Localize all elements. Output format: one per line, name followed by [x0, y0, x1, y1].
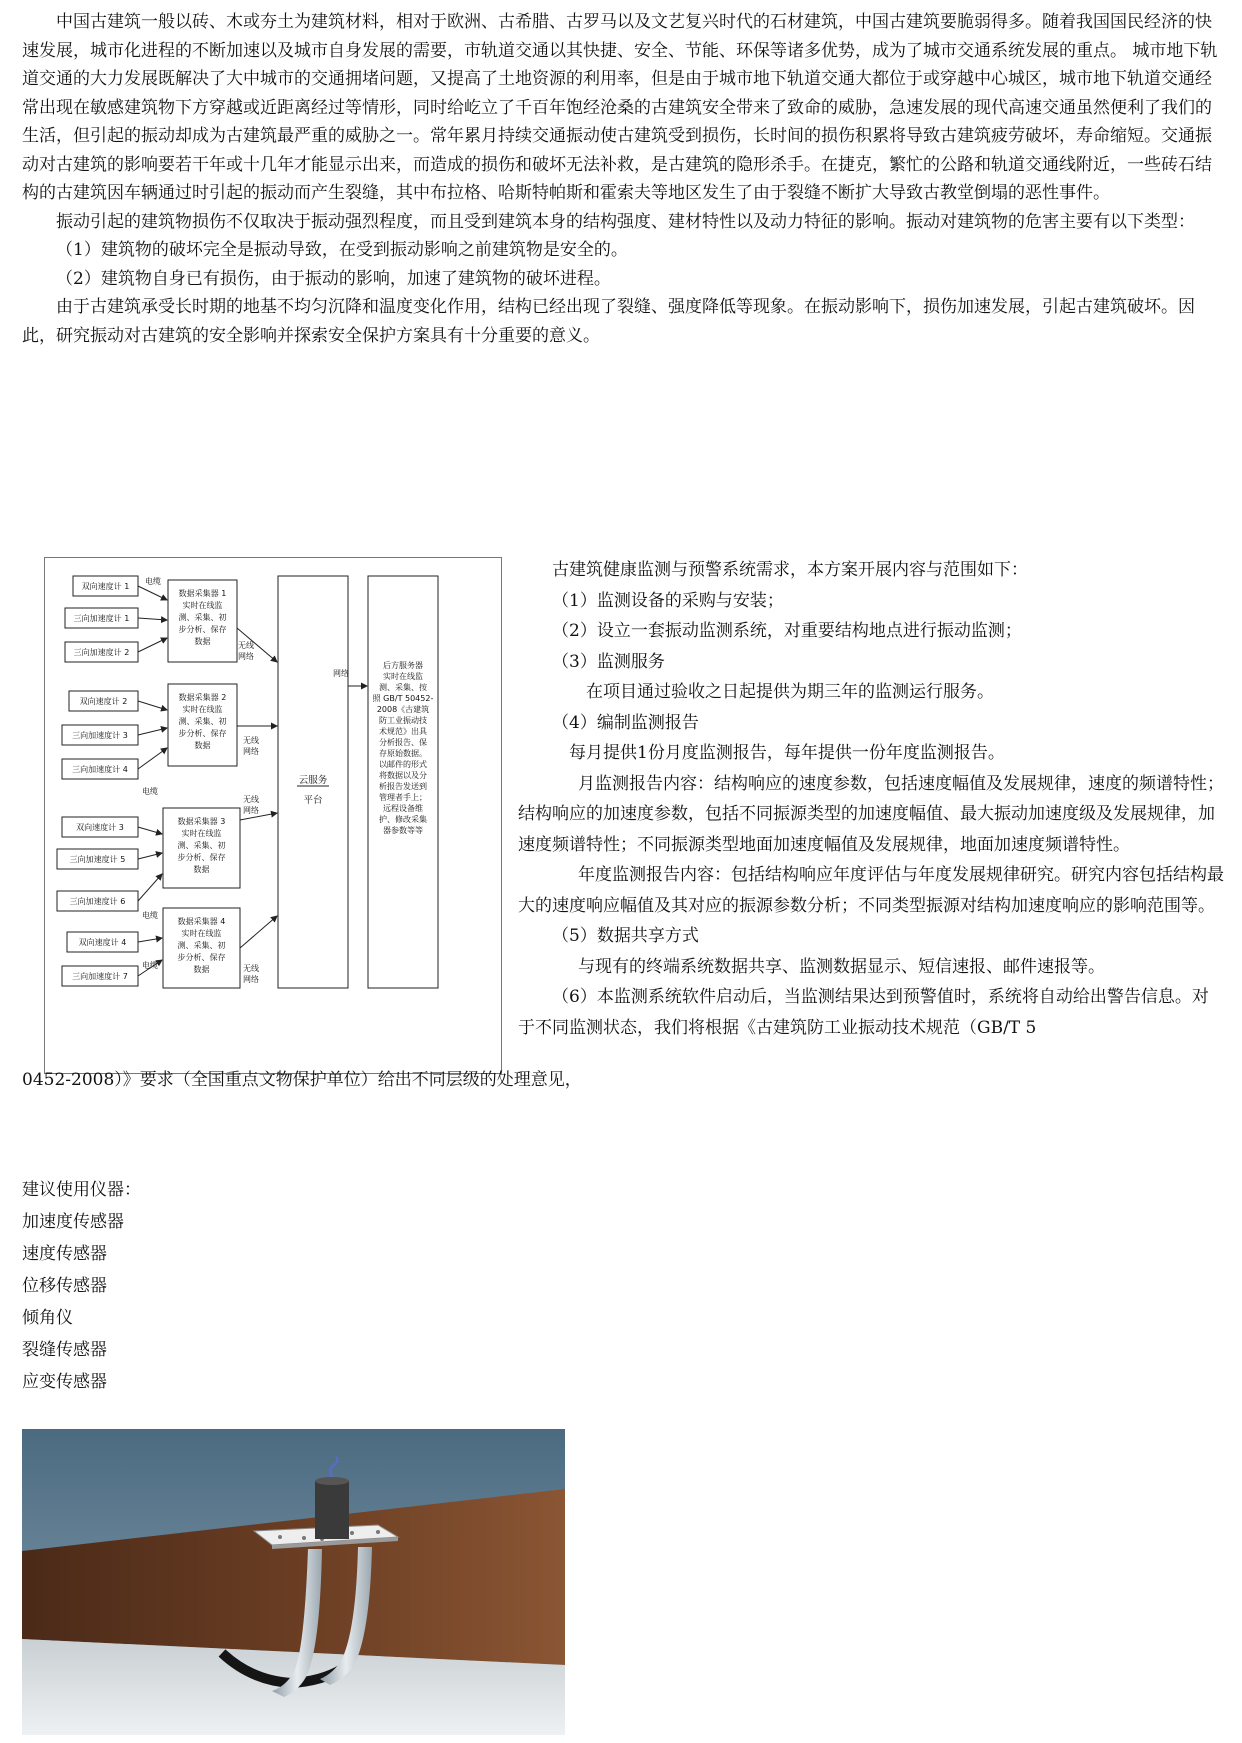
sensor-box — [67, 932, 138, 952]
svg-text:步分析、保存: 步分析、保存 — [177, 853, 226, 862]
monitoring-system-diagram — [44, 557, 502, 1074]
instrument-item: 位移传感器 — [22, 1276, 107, 1296]
svg-text:存原始数据。: 存原始数据。 — [379, 749, 427, 758]
svg-text:测、采集、按: 测、采集、按 — [379, 683, 427, 692]
sensor-installation-render — [22, 1429, 565, 1735]
svg-text:实时在线监: 实时在线监 — [383, 672, 423, 681]
svg-text:术规范》出具: 术规范》出具 — [379, 727, 427, 736]
data-collector-box — [168, 580, 237, 662]
scope-item-3: （3）监测服务 — [552, 651, 665, 672]
monitoring-scope — [518, 555, 1224, 1043]
svg-text:三向加速度计 7: 三向加速度计 7 — [72, 972, 128, 981]
svg-text:数据: 数据 — [193, 965, 210, 974]
sensor-box — [65, 642, 138, 662]
svg-text:实时在线监: 实时在线监 — [182, 705, 223, 714]
svg-text:双向速度计 1: 双向速度计 1 — [81, 582, 130, 591]
svg-text:分析报告、保: 分析报告、保 — [379, 738, 427, 747]
svg-text:三向加速度计 4: 三向加速度计 4 — [72, 765, 128, 774]
svg-text:器参数等等: 器参数等等 — [383, 826, 423, 835]
svg-text:数据: 数据 — [193, 865, 210, 874]
wireless-network-label — [238, 640, 254, 661]
data-collector-box — [163, 808, 240, 888]
svg-text:照 GB/T 50452-: 照 GB/T 50452- — [372, 694, 434, 703]
sensor-box — [65, 608, 138, 628]
cloud-platform-box — [278, 576, 348, 988]
svg-text:数据: 数据 — [194, 637, 211, 646]
instruments-title: 建议使用仪器： — [22, 1180, 141, 1200]
svg-text:护、修改采集: 护、修改采集 — [379, 815, 427, 824]
data-collector-box — [163, 908, 240, 988]
svg-text:析报告发送到: 析报告发送到 — [379, 782, 427, 791]
scope-item-5: （5）数据共享方式 — [552, 926, 699, 946]
svg-text:步分析、保存: 步分析、保存 — [178, 729, 227, 738]
svg-text:双向速度计 3: 双向速度计 3 — [76, 823, 124, 832]
svg-text:网络: 网络 — [238, 652, 254, 661]
svg-text:无线: 无线 — [243, 964, 259, 973]
network-label: 网络 — [333, 669, 349, 678]
svg-text:三向加速度计 6: 三向加速度计 6 — [69, 897, 126, 906]
svg-text:测、采集、初: 测、采集、初 — [177, 841, 226, 850]
sensor-box — [62, 759, 138, 779]
intro-list-item-1: （1）建筑物的破坏完全是振动导致，在受到振动影响之前建筑物是安全的。 — [56, 240, 628, 260]
recommended-instruments — [22, 1174, 141, 1398]
intro-paragraph-2: 振动引起的建筑物损伤不仅取决于振动强烈程度，而且受到建筑本身的结构强度、建材特性以及动力特征的影响。振动对建筑物的危害主要有以下类型： — [56, 211, 1195, 232]
svg-text:实时在线监: 实时在线监 — [181, 929, 222, 938]
monthly-report-content: 月监测报告内容：结构响应的速度参数，包括速度幅值及发展规律，速度的频谱特性；结构响应的加速度参数，包括不同振源类型的加速度幅值、最大振动加速度级及发展规律，加速度频谱特性；不同振源类型地面加速度幅值及发展规律，地面加速度频谱特性。 — [518, 773, 1224, 855]
svg-text:将数据以及分: 将数据以及分 — [379, 771, 427, 780]
svg-text:三向加速度计 2: 三向加速度计 2 — [73, 648, 130, 657]
data-collector-box — [168, 684, 237, 766]
cable-label: 电缆 — [142, 911, 158, 920]
svg-text:防工业振动技: 防工业振动技 — [379, 716, 427, 725]
instrument-item: 速度传感器 — [22, 1244, 107, 1264]
backend-server-box — [368, 576, 438, 988]
svg-text:无线: 无线 — [243, 736, 259, 745]
svg-text:双向速度计 4: 双向速度计 4 — [78, 938, 127, 947]
sensor-box — [62, 817, 138, 837]
svg-text:数据采集器 2: 数据采集器 2 — [178, 693, 227, 702]
scope-item-5-text: 与现有的终端系统数据共享、监测数据显示、短信速报、邮件速报等。 — [578, 956, 1105, 977]
svg-text:网络: 网络 — [243, 975, 259, 984]
wireless-network-label — [243, 794, 259, 815]
instrument-item: 加速度传感器 — [22, 1212, 124, 1232]
wireless-network-label — [243, 963, 259, 984]
instrument-item: 裂缝传感器 — [22, 1340, 107, 1360]
svg-text:2008《古建筑: 2008《古建筑 — [376, 705, 430, 714]
svg-text:远程设备维: 远程设备维 — [383, 804, 423, 813]
sensor-box — [69, 691, 138, 711]
cable-label: 电缆 — [145, 577, 161, 586]
svg-text:测、采集、初: 测、采集、初 — [178, 613, 227, 622]
svg-text:平台: 平台 — [303, 795, 323, 806]
wireless-network-label — [243, 735, 259, 756]
svg-text:网络: 网络 — [243, 747, 259, 756]
svg-text:无线: 无线 — [238, 641, 254, 650]
svg-text:步分析、保存: 步分析、保存 — [177, 953, 226, 962]
instrument-item: 应变传感器 — [22, 1372, 107, 1392]
sensor-box — [62, 966, 138, 986]
sensor-box — [62, 725, 138, 745]
svg-text:数据: 数据 — [194, 741, 211, 750]
svg-text:实时在线监: 实时在线监 — [181, 829, 222, 838]
sensor-box — [73, 576, 138, 596]
intro-paragraph-1: 中国古建筑一般以砖、木或夯土为建筑材料，相对于欧洲、古希腊、古罗马以及文艺复兴时代的石材建筑，中国古建筑要脆弱得多。随着我国国民经济的快速发展，城市化进程的不断加速以及城市自身发展的需要，市轨道交通以其快捷、安全、节能、环保等诸多优势，成为了城市交通系统发展的重点。 城市地下轨道交通的大力发展既解决了大中城市的交通拥堵问题，又提高了土地资源的利用率，但是由于城市地下轨道交通大都位于或穿越中心城区，城市地下轨道交通经常出现在敏感建筑物下方穿越或近距离经过等情形，同时给屹立了千百年饱经沧桑的古建筑安全带来了致命的威胁，急速发展的现代高速交通虽然便利了我们的生活，但引起的振动却成为古建筑最严重的威胁之一。常年累月持续交通振动使古建筑受到损伤，长时间的损伤积累将导致古建筑疲劳破坏，寿命缩短。交通振动对古建筑的影响要若干年或十几年才能显示出来，而造成的损伤和破坏无法补救，是古建筑的隐形杀手。在捷克，繁忙的公路和轨道交通线附近，一些砖石结构的古建筑因车辆通过时引起的振动而产生裂缝，其中布拉格、哈斯特帕斯和霍索夫等地区发生了由于裂缝不断扩大导致古教堂倒塌的恶性事件。 — [22, 12, 1218, 203]
intro-list-item-2: （2）建筑物自身已有损伤，由于振动的影响，加速了建筑物的破坏进程。 — [56, 268, 611, 289]
svg-text:测、采集、初: 测、采集、初 — [178, 717, 227, 726]
sensor-box — [57, 891, 138, 911]
svg-text:测、采集、初: 测、采集、初 — [177, 941, 226, 950]
svg-text:以邮件的形式: 以邮件的形式 — [379, 760, 427, 769]
svg-text:网络: 网络 — [243, 806, 259, 815]
svg-text:双向速度计 2: 双向速度计 2 — [79, 697, 128, 706]
svg-text:步分析、保存: 步分析、保存 — [178, 625, 227, 634]
intro-text — [22, 8, 1222, 350]
intro-paragraph-3: 由于古建筑承受长时期的地基不均匀沉降和温度变化作用，结构已经出现了裂缝、强度降低等现象。在振动影响下，损伤加速发展，引起古建筑破坏。因此，研究振动对古建筑的安全影响并探索安全保护方案具有十分重要的意义。 — [22, 297, 1195, 346]
svg-text:后方服务器: 后方服务器 — [383, 661, 423, 670]
svg-text:无线: 无线 — [243, 795, 259, 804]
sensor-box — [57, 849, 138, 869]
cable-label: 电缆 — [142, 961, 158, 970]
scope-lead: 古建筑健康监测与预警系统需求，本方案开展内容与范围如下： — [552, 560, 1028, 580]
svg-text:管理者手上；: 管理者手上； — [379, 793, 427, 802]
scope-item-4: （4）编制监测报告 — [552, 712, 699, 733]
scope-item-6-continued: 0452-2008）》要求（全国重点文物保护单位）给出不同层级的处理意见， — [22, 1070, 582, 1090]
svg-text:实时在线监: 实时在线监 — [182, 601, 223, 610]
scope-item-3-text: 在项目通过验收之日起提供为期三年的监测运行服务。 — [586, 682, 994, 702]
scope-item-2: （2）设立一套振动监测系统，对重要结构地点进行振动监测； — [552, 621, 1022, 641]
wireless-arrows — [237, 628, 277, 948]
svg-text:云服务: 云服务 — [298, 775, 328, 786]
svg-text:数据采集器 1: 数据采集器 1 — [178, 589, 227, 598]
svg-text:数据采集器 3: 数据采集器 3 — [177, 817, 226, 826]
scope-item-1: （1）监测设备的采购与安装； — [552, 590, 784, 611]
scope-item-4-text: 每月提供1份月度监测报告，每年提供一份年度监测报告。 — [569, 743, 1005, 763]
cable-label: 电缆 — [142, 787, 158, 796]
svg-text:数据采集器 4: 数据采集器 4 — [177, 917, 226, 926]
svg-text:三向加速度计 3: 三向加速度计 3 — [72, 731, 128, 740]
svg-text:三向加速度计 5: 三向加速度计 5 — [69, 855, 126, 864]
annual-report-content: 年度监测报告内容：包括结构响应年度评估与年度发展规律研究。研究内容包括结构最大的速度响应幅值及其对应的振源参数分析；不同类型振源对结构加速度响应的影响范围等。 — [518, 865, 1224, 916]
instrument-item: 倾角仪 — [22, 1308, 73, 1328]
scope-item-6: （6）本监测系统软件启动后，当监测结果达到预警值时，系统将自动给出警告信息。对于不同监测状态，我们将根据《古建筑防工业振动技术规范（GB/T 5 — [518, 987, 1209, 1038]
svg-text:三向加速度计 1: 三向加速度计 1 — [73, 614, 130, 623]
